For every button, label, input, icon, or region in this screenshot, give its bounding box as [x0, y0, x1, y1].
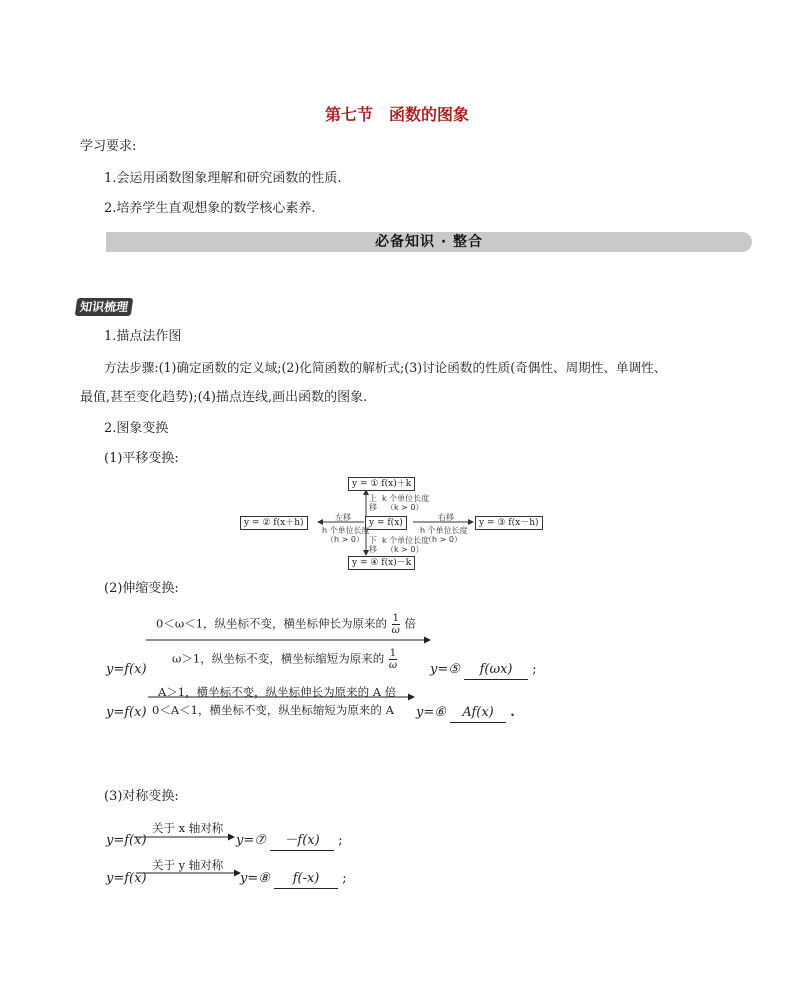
down-label-b: 移: [369, 545, 377, 554]
stretch-result-1: [430, 661, 537, 680]
requirement-item-1: 1.会运用函数图象理解和研究函数的性质.: [104, 171, 342, 186]
fraction-2-den: ω: [388, 660, 398, 671]
symmetry-label: (3)对称变换:: [104, 789, 179, 804]
result2-end: .: [510, 705, 515, 720]
right-note-1: h 个单位长度: [420, 526, 468, 535]
translate-right-box: y = ③ f(x－h): [475, 516, 543, 530]
down-note-2: （k > 0）: [386, 545, 424, 554]
left-note-1: h 个单位长度: [322, 526, 370, 535]
translate-left-box: y = ② f(x＋h): [240, 516, 308, 530]
result2-answer: Af(x): [450, 704, 506, 723]
up-note-1: k 个单位长度: [382, 494, 430, 503]
arrow1-label: 0＜ω＜1，纵坐标不变，横坐标伸长为原来的: [156, 616, 388, 631]
sec1-line2: 最值,甚至变化趋势);(4)描点连线,画出函数的图象.: [80, 390, 368, 405]
translate-top-box: y = ① f(x)＋k: [348, 477, 415, 491]
sym1-start: y=f(x): [106, 833, 147, 848]
down-note-1: k 个单位长度: [382, 536, 430, 545]
sym2-arrow-text: 关于 y 轴对称: [152, 858, 224, 872]
result1-prefix: y=⑤: [430, 662, 460, 677]
requirements-heading: 学习要求:: [80, 139, 137, 154]
fraction-1-num: 1: [392, 613, 399, 624]
arrow4-text: 0＜A＜1，横坐标不变，纵坐标缩短为原来的 A: [152, 703, 394, 717]
sec1-line1: 方法步骤:(1)确定函数的定义域;(2)化简函数的解析式;(3)讨论函数的性质(奇偶性、周期性、单调性、: [104, 360, 667, 375]
stretch-result-2: [416, 704, 515, 723]
sym2-start: y=f(x): [106, 871, 147, 886]
translate-bottom-box: y = ④ f(x)－k: [348, 556, 415, 570]
up-note-2: （k > 0）: [386, 503, 424, 512]
arrow1-times: 倍: [404, 616, 416, 631]
requirement-item-2: 2.培养学生直观想象的数学核心素养.: [104, 201, 316, 216]
stretch-start-2: y=f(x): [106, 705, 147, 720]
fraction-1-den: ω: [391, 625, 400, 636]
translate-center-box: y = f(x): [365, 516, 407, 530]
right-label: 右移: [438, 513, 454, 522]
stretch-label: (2)伸缩变换:: [104, 581, 179, 596]
arrow1-text: [156, 613, 416, 636]
translate-label: (1)平移变换:: [104, 451, 179, 466]
sec1-heading: 1.描点法作图: [104, 329, 182, 344]
fraction-2: [389, 648, 397, 671]
sym1-answer: －f(x): [270, 832, 334, 851]
sym1-arrow-text: 关于 x 轴对称: [152, 821, 224, 835]
right-note-2: （h > 0）: [424, 535, 462, 544]
left-label: 左移: [335, 513, 351, 522]
stretch-start-1: y=f(x): [106, 662, 147, 677]
sym2-result: [240, 870, 347, 889]
fraction-1: [392, 613, 400, 636]
sym2-answer: f(-x): [274, 870, 338, 889]
arrow2-label: ω＞1，纵坐标不变，横坐标缩短为原来的: [172, 651, 385, 666]
sec2-heading: 2.图象变换: [104, 421, 169, 436]
section-band-label: 必备知识 · 整合: [374, 234, 484, 250]
sym1-prefix: y=⑦: [236, 833, 266, 848]
arrow2-text: [172, 648, 398, 671]
page-title: 第七节 函数的图象: [324, 105, 469, 124]
fraction-2-num: 1: [389, 648, 397, 659]
result2-prefix: y=⑥: [416, 705, 446, 720]
sym2-prefix: y=⑧: [240, 871, 270, 886]
arrow3-text: A＞1，横坐标不变，纵坐标伸长为原来的 A 倍: [158, 685, 397, 699]
left-note-2: （h > 0）: [326, 535, 364, 544]
sym1-result: [236, 832, 343, 851]
sym1-end: ;: [338, 833, 343, 848]
up-label-a: 上: [369, 494, 377, 503]
result1-answer: f(ωx): [464, 661, 528, 680]
knowledge-badge-label: 知识梳理: [75, 298, 134, 316]
down-label-a: 下: [369, 536, 377, 545]
up-label-b: 移: [369, 503, 377, 512]
result1-end: ;: [532, 662, 537, 677]
sym2-end: ;: [342, 871, 347, 886]
